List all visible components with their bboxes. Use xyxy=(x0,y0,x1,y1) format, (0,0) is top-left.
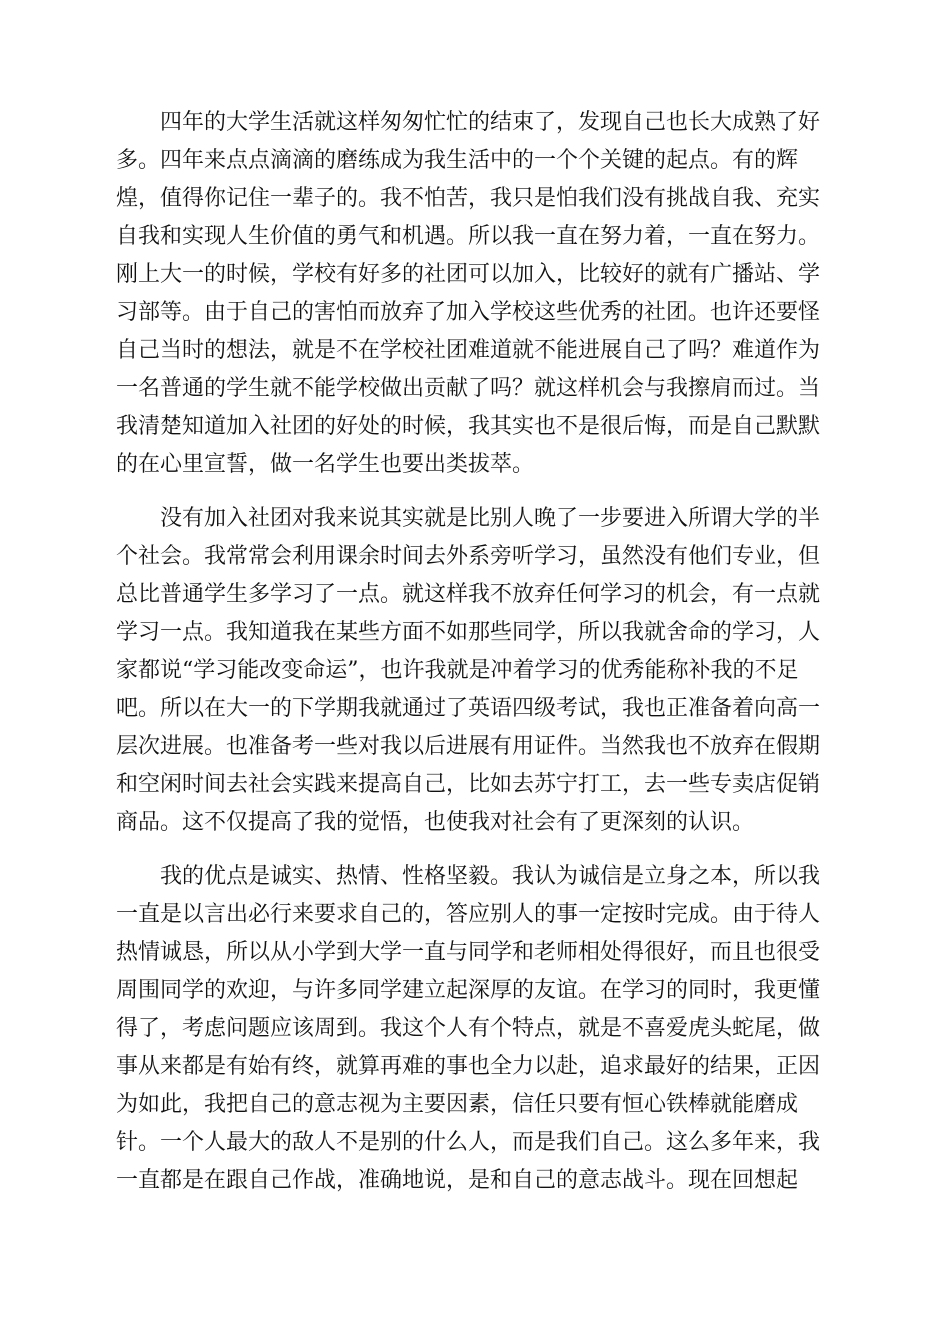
text-line: 学习一点。我知道我在某些方面不如那些同学，所以我就舍命的学习，人 xyxy=(116,620,821,645)
text-line: 周围同学的欢迎，与许多同学建立起深厚的友谊。在学习的同时，我更懂 xyxy=(116,978,821,1003)
text-line: 一名普通的学生就不能学校做出贡献了吗？就这样机会与我擦肩而过。当 xyxy=(116,376,821,401)
text-line: 的在心里宣誓，做一名学生也要出类拔萃。 xyxy=(116,452,535,477)
text-line: 煌，值得你记住一辈子的。我不怕苦，我只是怕我们没有挑战自我、充实 xyxy=(116,186,821,211)
text-line: 多。四年来点点滴滴的磨练成为我生活中的一个个关键的起点。有的辉 xyxy=(116,148,799,173)
document-page xyxy=(116,104,832,1200)
text-line: 和空闲时间去社会实践来提高自己，比如去苏宁打工，去一些专卖店促销 xyxy=(116,772,821,797)
text-line: 自己当时的想法，就是不在学校社团难道就不能进展自己了吗？难道作为 xyxy=(116,338,821,363)
text-line: 总比普通学生多学习了一点。就这样我不放弃任何学习的机会，有一点就 xyxy=(116,582,821,607)
text-line: 没有加入社团对我来说其实就是比别人晚了一步要进入所谓大学的半 xyxy=(160,506,821,531)
text-line: 热情诚恳，所以从小学到大学一直与同学和老师相处得很好，而且也很受 xyxy=(116,940,821,965)
paragraph-1 xyxy=(116,104,832,484)
text-line: 针。一个人最大的敌人不是别的什么人，而是我们自己。这么多年来，我 xyxy=(116,1130,821,1155)
text-line: 吧。所以在大一的下学期我就通过了英语四级考试，我也正准备着向高一 xyxy=(116,696,821,721)
text-line: 个社会。我常常会利用课余时间去外系旁听学习，虽然没有他们专业，但 xyxy=(116,544,821,569)
text-line: 家都说“学习能改变命运”，也许我就是冲着学习的优秀能称补我的不足 xyxy=(116,658,799,683)
text-line: 我清楚知道加入社团的好处的时候，我其实也不是很后悔，而是自己默默 xyxy=(116,414,821,439)
text-line: 得了，考虑问题应该周到。我这个人有个特点，就是不喜爱虎头蛇尾，做 xyxy=(116,1016,821,1041)
text-line: 事从来都是有始有终，就算再难的事也全力以赴，追求最好的结果，正因 xyxy=(116,1054,821,1079)
text-line: 习部等。由于自己的害怕而放弃了加入学校这些优秀的社团。也许还要怪 xyxy=(116,300,821,325)
text-line: 为如此，我把自己的意志视为主要因素，信任只要有恒心铁棒就能磨成 xyxy=(116,1092,799,1117)
text-line: 四年的大学生活就这样匆匆忙忙的结束了，发现自己也长大成熟了好 xyxy=(160,110,821,135)
text-line: 商品。这不仅提高了我的觉悟，也使我对社会有了更深刻的认识。 xyxy=(116,810,755,835)
text-line: 一直是以言出必行来要求自己的，答应别人的事一定按时完成。由于待人 xyxy=(116,902,821,927)
text-line: 刚上大一的时候，学校有好多的社团可以加入，比较好的就有广播站、学 xyxy=(116,262,821,287)
text-line: 自我和实现人生价值的勇气和机遇。所以我一直在努力着，一直在努力。 xyxy=(116,224,821,249)
paragraph-2 xyxy=(116,500,832,842)
text-line: 层次进展。也准备考一些对我以后进展有用证件。当然我也不放弃在假期 xyxy=(116,734,821,759)
paragraph-3 xyxy=(116,858,832,1200)
text-line: 我的优点是诚实、热情、性格坚毅。我认为诚信是立身之本，所以我 xyxy=(160,864,821,889)
text-line: 一直都是在跟自己作战，准确地说，是和自己的意志战斗。现在回想起 xyxy=(116,1168,799,1193)
